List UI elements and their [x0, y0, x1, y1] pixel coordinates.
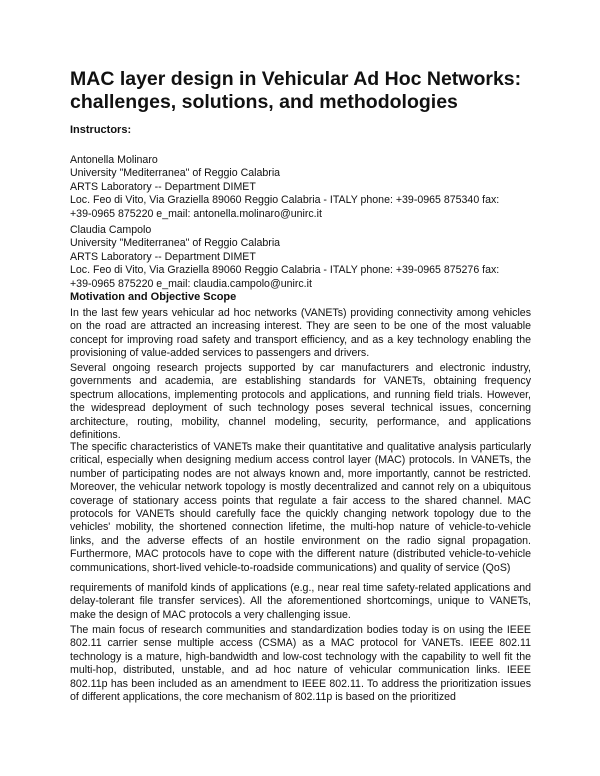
instructor-university: University "Mediterranea" of Reggio Calabria [70, 237, 281, 250]
instructor-lab: ARTS Laboratory -- Department DIMET [70, 180, 256, 193]
instructor-address: Loc. Feo di Vito, Via Graziella 89060 Reggio Calabria - ITALY phone: +39-0965 875276 fax: [70, 264, 500, 277]
paragraph-intro: In the last few years vehicular ad hoc networks (VANETs) providing connectivity among vehicles on the road are attracted an increasing interest. They are seen to be one of the most valuable concept for improving road safety and transport efficiency, and as a key technology enabling the provisioning of value-added services to passengers and drivers. [70, 307, 531, 360]
instructor-block-2 [70, 224, 531, 291]
instructor-address: Loc. Feo di Vito, Via Graziella 89060 Reggio Calabria - ITALY phone: +39-0965 875340 fax: [70, 194, 500, 207]
instructor-block-1 [70, 154, 531, 221]
instructor-university: University "Mediterranea" of Reggio Calabria [70, 167, 281, 180]
instructor-name: Antonella Molinaro [70, 154, 158, 166]
instructor-contact: +39-0965 875220 e_mail: antonella.molinaro@unirc.it [70, 207, 322, 220]
paragraph-research-projects: Several ongoing research projects supported by car manufacturers and electronic industry, governments and academia, are establishing standards for VANETs, obtaining frequency spectrum allocations, implementing protocols and applications, and running field trials. However, the widespread deployment of such technology poses several technical issues, concerning architecture, routing, mobility, channel modeling, security, performance, and applications definitions. [70, 362, 531, 442]
paragraph-ieee-80211: The main focus of research communities and standardization bodies today is on using the IEEE 802.11 carrier sense multiple access (CSMA) as a MAC protocol for VANETs. IEEE 802.11 technology is a mature, high-bandwidth and low-cost technology with the capability to well fit the multi-hop, distributed, unstable, and ad hoc nature of vehicular communication links. IEEE 802.11p has been included as an amendment to IEEE 802.11. To address the prioritization issues of different applications, the core mechanism of 802.11p is based on the prioritized [70, 624, 531, 704]
instructor-contact: +39-0965 875220 e_mail: claudia.campolo@unirc.it [70, 277, 312, 290]
instructor-lab: ARTS Laboratory -- Department DIMET [70, 250, 256, 263]
section-heading: Motivation and Objective Scope [70, 291, 237, 303]
instructor-name: Claudia Campolo [70, 224, 152, 236]
paragraph-vanet-characteristics: The specific characteristics of VANETs make their quantitative and qualitative analysis particularly critical, especially when designing medium access control layer (MAC) protocols. In VANETs, the number of participating nodes are not always known and, more importantly, cannot be restricted. Moreover, the vehicular network topology is mostly decentralized and cannot rely on a ubiquitous coverage of stationary access points that regulate a fair access to the shared channel. MAC protocols for VANETs should carefully face the quickly changing network topology due to the vehicles' mobility, the shortened connection lifetime, the multi-hop nature of vehicle-to-vehicle links, and the adverse effects of an hostile environment on the radio signal propagation. Furthermore, MAC protocols have to cope with the different nature (distributed vehicle-to-vehicle communications, short-lived vehicle-to-roadside communications) and quality of service (QoS) [70, 441, 531, 574]
paragraph-requirements: requirements of manifold kinds of applications (e.g., near real time safety-related applications and delay-tolerant file transfer services). All the aforementioned shortcomings, unique to VANETs, make the design of MAC protocols a very challenging issue. [70, 582, 531, 621]
instructors-heading: Instructors: [70, 124, 132, 136]
document-title: MAC layer design in Vehicular Ad Hoc Networks: challenges, solutions, and methodologies [70, 68, 522, 113]
